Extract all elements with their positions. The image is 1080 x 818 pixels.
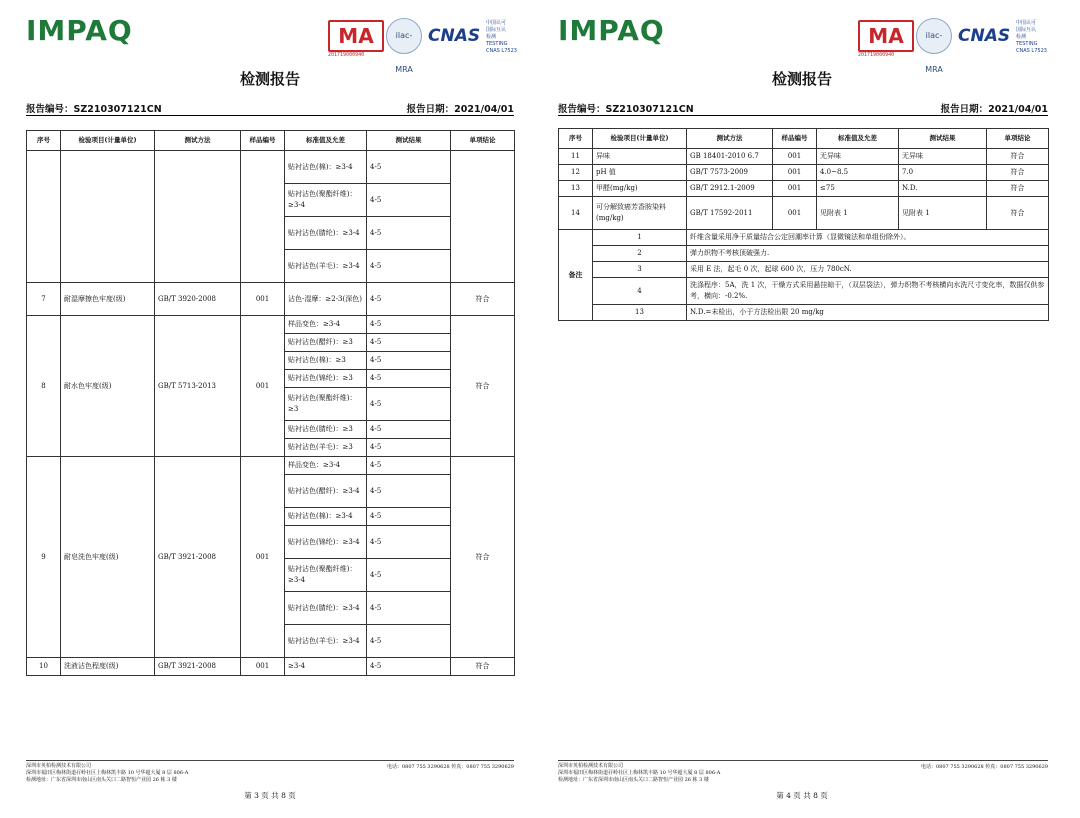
cma-number: 201719000940: [328, 52, 365, 58]
table-row: 贴衬沾色(腈纶)：≥3-4 4-5: [27, 592, 515, 625]
footer-address: 深圳市英柏检测技术有限公司 深圳市福田区梅林街道孖岭社区上梅林凯丰路 10 号华超大厦 8 层 806-A 检测地址：广东省深圳市南山区南头关口二路智恒产业园 26 栋 3 楼: [26, 763, 189, 783]
table-row: 贴衬沾色(羊毛)：≥3-4 4-5: [27, 625, 515, 658]
table-header-row: 序号 检验项目(计量单位) 测试方法 样品编号 标准值及允差 测试结果 单项结论: [27, 131, 515, 151]
table-row: 贴衬沾色(腈纶)：≥3 4-5: [27, 421, 515, 439]
certification-marks: [858, 16, 1068, 74]
table-row: 贴衬沾色(羊毛)：≥3-4 4-5: [27, 250, 515, 283]
footer-rule: [558, 760, 1048, 761]
report-number: 报告编号：SZ210307121CN: [26, 104, 162, 115]
certification-marks: [328, 16, 538, 74]
report-number: 报告编号：SZ210307121CN: [558, 104, 694, 115]
footer-contact: 电话：0807 755 3290628 传真：0807 755 3290629: [386, 764, 514, 770]
remark-row: 2 弹力织物不考核顶破强力.: [559, 246, 1049, 262]
table-row: 贴衬沾色(锦纶)：≥3 4-5: [27, 370, 515, 388]
table-header-row: 序号 检验项目(计量单位) 测试方法 样品编号 标准值及允差 测试结果 单项结论: [559, 129, 1049, 149]
page-title: 检测报告: [771, 70, 832, 88]
results-table: [26, 130, 515, 676]
table-row: 10 洗液沾色程度(级) GB/T 3921-2008 001 ≥3-4 4-5 符合: [27, 658, 515, 676]
table-row: 贴衬沾色(聚酯纤维)：≥3-4 4-5: [27, 184, 515, 217]
remark-row: 13 N.D.=未检出，小于方法检出限 20 mg/kg: [559, 305, 1049, 321]
table-row: 11 异味 GB 18401-2010 6.7 001 无异味 无异味 符合: [559, 149, 1049, 165]
table-row: 贴衬沾色(棉)：≥3 4-5: [27, 352, 515, 370]
remark-row: 4 洗涤程序：5A，洗 1 次，干燥方式采用悬挂晾干，（双层袋法），弹力织物不考核横向水洗尺寸变化率，数据仅供参考，横向：-0.2%.: [559, 278, 1049, 305]
cnas-mark: CNAS: [428, 26, 481, 46]
table-row: 贴衬沾色(锦纶)：≥3-4 4-5: [27, 526, 515, 559]
remark-row: 备注 1 纤维含量采用净干质量结合公定回潮率计算（显微镜法和单组份除外）。: [559, 230, 1049, 246]
impaq-logo: IMPAQ: [26, 14, 133, 47]
cnas-caption: 中国认可 国际互认 检测 TESTING CNAS L7523: [486, 20, 517, 54]
table-row: 贴衬沾色(羊毛)：≥3 4-5: [27, 439, 515, 457]
table-row: 贴衬沾色(棉)：≥3-4 4-5: [27, 151, 515, 184]
table-row: 9 耐皂洗色牢度(级) GB/T 3921-2008 001 样品变色：≥3-4 4-5 符合: [27, 457, 515, 475]
cma-number: 201719000940: [858, 52, 895, 58]
table-row: 7 耐湿摩擦色牢度(级) GB/T 3920-2008 001 沾色-湿摩：≥2-3(深色) 4-5 符合: [27, 283, 515, 316]
table-row: 贴衬沾色(聚酯纤维)：≥3-4 4-5: [27, 559, 515, 592]
report-date: 报告日期：2021/04/01: [940, 104, 1048, 115]
table-row: 贴衬沾色(醋纤)：≥3 4-5: [27, 334, 515, 352]
header-rule: [558, 115, 1048, 116]
table-row: 12 pH 值 GB/T 7573-2009 001 4.0~8.5 7.0 符合: [559, 165, 1049, 181]
table-row: 13 甲醛(mg/kg) GB/T 2912.1-2009 001 ≤75 N.D. 符合: [559, 181, 1049, 197]
table-row: 贴衬沾色(腈纶)：≥3-4 4-5: [27, 217, 515, 250]
remark-row: 3 采用 E 法，起毛 0 次，起球 600 次，压力 780cN.: [559, 262, 1049, 278]
results-table: [558, 128, 1049, 321]
cnas-caption: 中国认可 国际互认 检测 TESTING CNAS L7523: [1016, 20, 1047, 54]
cma-mark: MA: [328, 20, 384, 52]
report-page-4: [540, 0, 1080, 818]
impaq-logo: IMPAQ: [558, 14, 665, 47]
ilac-mra-mark: ilac-MRA: [386, 18, 422, 54]
table-row: 14 可分解致癌芳香胺染料(mg/kg) GB/T 17592-2011 001 见附表 1 见附表 1 符合: [559, 197, 1049, 230]
report-date: 报告日期：2021/04/01: [406, 104, 514, 115]
footer-rule: [26, 760, 514, 761]
table-row: 8 耐水色牢度(级) GB/T 5713-2013 001 样品变色：≥3-4 4-5 符合: [27, 316, 515, 334]
page-number: 第 3 页 共 8 页: [244, 791, 296, 800]
table-row: 贴衬沾色(醋纤)：≥3-4 4-5: [27, 475, 515, 508]
table-row: 贴衬沾色(聚酯纤维)：≥3 4-5: [27, 388, 515, 421]
table-row: 贴衬沾色(棉)：≥3-4 4-5: [27, 508, 515, 526]
cnas-mark: CNAS: [958, 26, 1011, 46]
page-number: 第 4 页 共 8 页: [776, 791, 828, 800]
footer-address: 深圳市英柏检测技术有限公司 深圳市福田区梅林街道孖岭社区上梅林凯丰路 10 号华超大厦 8 层 806-A 检测地址：广东省深圳市南山区南头关口二路智恒产业园 26 栋 3 楼: [558, 763, 721, 783]
cma-mark: MA: [858, 20, 914, 52]
footer-contact: 电话：0807 755 3290628 传真：0807 755 3290629: [920, 764, 1048, 770]
header-rule: [26, 115, 514, 116]
ilac-mra-mark: ilac-MRA: [916, 18, 952, 54]
page-title: 检测报告: [239, 70, 300, 88]
